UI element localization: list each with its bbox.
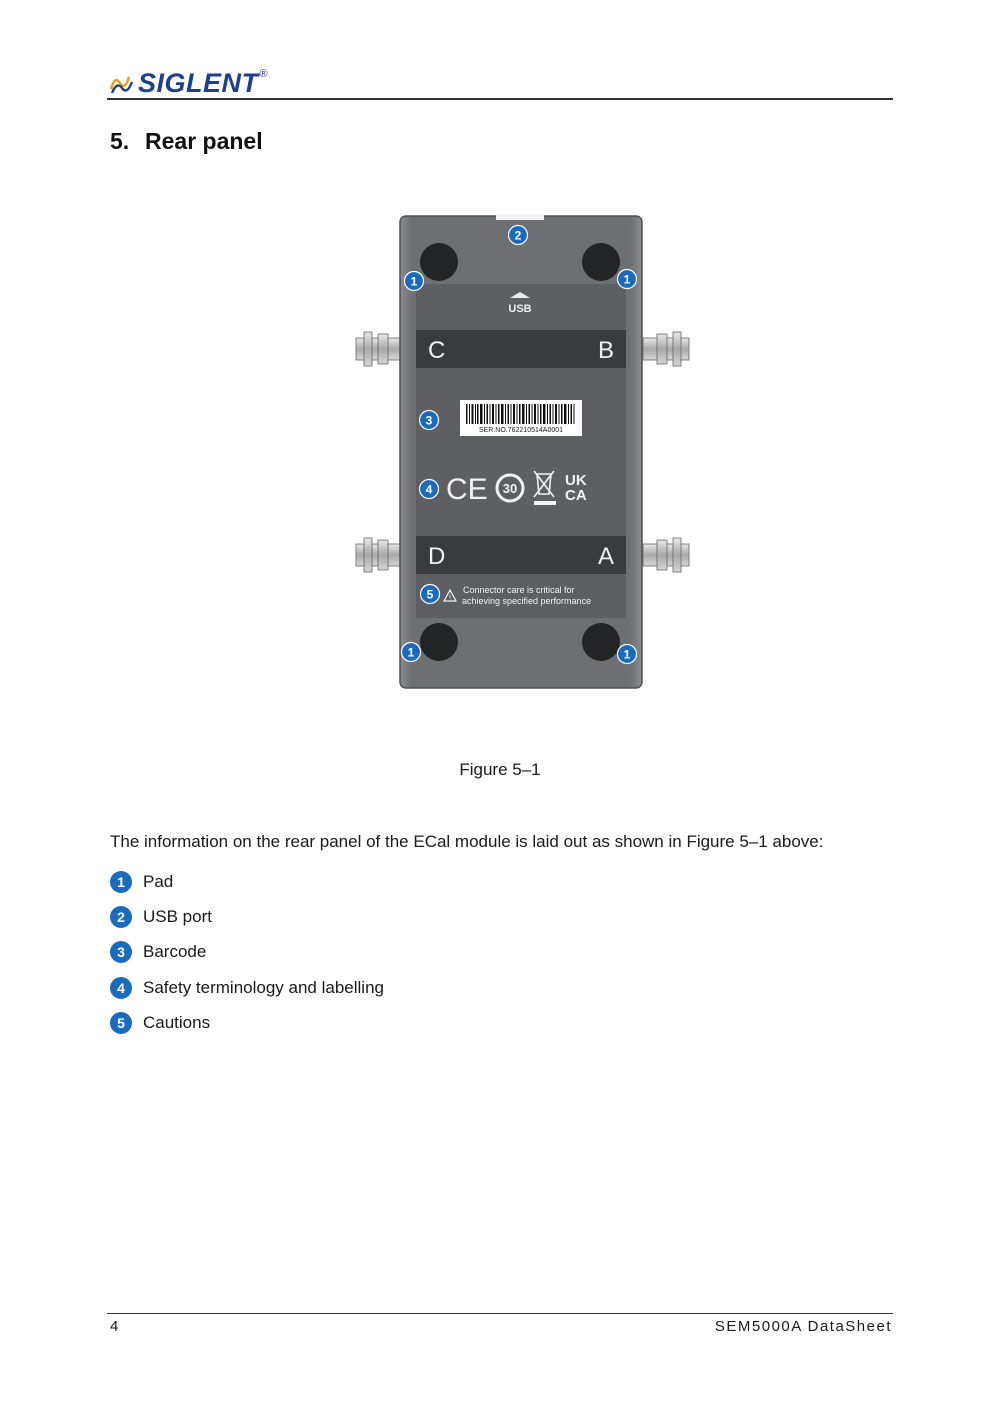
warning-exclamation: !: [449, 594, 451, 602]
pad-bottom-right: [582, 623, 620, 661]
document-title: SEM5000A DataSheet: [714, 1318, 892, 1335]
list-item: [110, 935, 384, 970]
footer-rule: [107, 1313, 893, 1314]
svg-text:5: 5: [426, 587, 434, 602]
section-heading: Rear panel: [145, 128, 263, 154]
number-badge: 5: [110, 1012, 132, 1034]
ukca-mark-ca: CA: [565, 487, 587, 504]
port-label-d: D: [428, 543, 446, 570]
caution-line-1: Connector care is critical for: [463, 585, 575, 595]
usb-label: USB: [508, 303, 532, 315]
page-number: 4: [110, 1318, 119, 1335]
callout-pad-top-right: [618, 270, 637, 289]
callout-pad-bottom-right: [618, 645, 637, 664]
caution-line-2: achieving specified performance: [462, 596, 592, 606]
section-number: 5.: [110, 128, 130, 154]
intro-paragraph: The information on the rear panel of the ECal module is laid out as shown in Figure 5–1 above:: [110, 832, 824, 851]
callout-caution: [421, 585, 440, 604]
brand-name: SIGLENT: [138, 67, 259, 98]
callout-usb: [509, 226, 528, 245]
legend-list: [110, 864, 384, 1040]
rear-panel-figure: [350, 212, 695, 692]
connector-b: [643, 332, 689, 366]
number-badge: 1: [110, 871, 132, 893]
list-item: [110, 970, 384, 1005]
callout-barcode: [420, 411, 439, 430]
callout-pad-bottom-left: [402, 643, 421, 662]
number-badge: 4: [110, 977, 132, 999]
number-badge: 2: [110, 906, 132, 928]
list-item-label: Cautions: [143, 1012, 211, 1032]
callout-pad-top-left: [405, 272, 424, 291]
header-rule: [107, 98, 893, 100]
port-label-a: A: [597, 543, 614, 570]
ce-mark: CE: [446, 473, 488, 506]
port-label-b: B: [597, 337, 614, 364]
list-item: [110, 1005, 384, 1040]
rohs-years: 30: [502, 481, 518, 496]
ukca-mark-uk: UK: [565, 472, 587, 489]
list-item-label: Barcode: [143, 942, 207, 962]
siglent-logo: [108, 66, 268, 100]
callout-safety: [420, 480, 439, 499]
svg-text:3: 3: [425, 413, 433, 428]
connector-c: [356, 332, 402, 366]
list-item-label: USB port: [143, 906, 212, 926]
serial-number: SER.NO.762210514A0001: [478, 427, 564, 434]
pad-top-left: [420, 243, 458, 281]
number-badge: 3: [110, 941, 132, 963]
list-item-label: Safety terminology and labelling: [143, 977, 384, 997]
connector-a: [643, 538, 689, 572]
siglent-wave-icon: [108, 69, 136, 97]
band-da: [416, 536, 626, 574]
svg-text:2: 2: [514, 228, 522, 243]
registered-mark: ®: [259, 68, 268, 80]
list-item-label: Pad: [143, 871, 174, 891]
svg-text:4: 4: [425, 482, 433, 497]
port-label-c: C: [428, 337, 446, 364]
connector-d: [356, 538, 402, 572]
list-item: [110, 864, 384, 899]
rear-panel-drawing: [350, 212, 695, 692]
pad-top-right: [582, 243, 620, 281]
svg-text:1: 1: [410, 274, 418, 289]
section-title: [110, 128, 263, 155]
svg-text:1: 1: [407, 645, 415, 660]
svg-text:1: 1: [623, 272, 631, 287]
pad-bottom-left: [420, 623, 458, 661]
list-item: [110, 899, 384, 934]
figure-caption: Figure 5–1: [459, 760, 541, 779]
svg-text:1: 1: [623, 647, 631, 662]
band-cb: [416, 330, 626, 368]
